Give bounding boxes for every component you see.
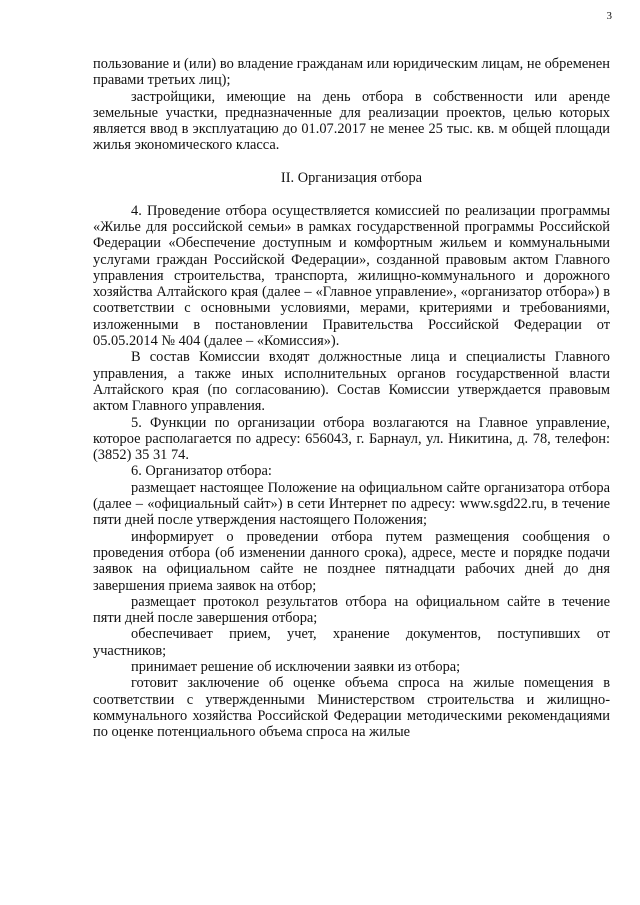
blank-line [93, 154, 610, 170]
blank-line [93, 186, 610, 202]
section-heading: II. Организация отбора [280, 170, 423, 187]
paragraph: принимает решение об исключении заявки из отбора; [131, 658, 461, 675]
paragraph: готовит заключение об оценке объема спроса на жилые помещения в соответствии с утвержденными Министерством строительства и жилищно-коммунального хозяйства Российской Федерации методическими рекомендациями по оценке потенциального объема спроса на жилые [93, 675, 610, 741]
paragraph: 5. Функции по организации отбора возлагаются на Главное управление, которое располагается по адресу: 656043, г. Барнаул, ул. Никитина, д. 78, телефон: (3852) 35 31 74. [93, 414, 610, 464]
document-body [93, 56, 610, 740]
paragraph: обеспечивает прием, учет, хранение документов, поступивших от участников; [93, 626, 610, 659]
paragraph: пользование и (или) во владение гражданам или юридическим лицам, не обременен правами третьих лиц); [93, 56, 610, 89]
paragraph: В состав Комиссии входят должностные лица и специалисты Главного управления, а также иных исполнительных органов государственной власти Алтайского края (по согласованию). Состав Комиссии утверждается правовым актом Главного управления. [93, 349, 610, 415]
paragraph: застройщики, имеющие на день отбора в собственности или аренде земельные участки, предназначенные для реализации проектов, целью которых является ввод в эксплуатацию до 01.07.2017 не менее 25 тыс. кв. м общей площади жилья экономического класса. [93, 88, 610, 154]
paragraph: размещает настоящее Положение на официальном сайте организатора отбора (далее – «официальный сайт») в сети Интернет по адресу: www.sgd22.ru, в течение пяти дней после утверждения настоящего Положения; [93, 479, 610, 529]
paragraph: размещает протокол результатов отбора на официальном сайте в течение пяти дней после завершения отбора; [93, 593, 610, 627]
paragraph: информирует о проведении отбора путем размещения сообщения о проведения отбора (об изменении данного срока), адресе, месте и порядке подачи заявок на официальном сайте не позднее пятнадцати рабочих дней до дня завершения приема заявок на отбор; [93, 528, 610, 594]
paragraph: 4. Проведение отбора осуществляется комиссией по реализации программы «Жилье для российской семьи» в рамках государственной программы Российской Федерации «Обеспечение доступным и комфортным жильем и коммунальными услугами граждан Российской Федерации», созданной правовым актом Главного управления строительства, транспорта, жилищно-коммунального и дорожного хозяйства Алтайского края (далее – «Главное управление», «организатор отбора») в соответствии с основными условиями, мерами, критериями и требованиями, изложенными в постановлении Правительства Российской Федерации от 05.05.2014 № 404 (далее – «Комиссия»). [93, 202, 610, 350]
paragraph: 6. Организатор отбора: [131, 463, 272, 480]
page-number: 3 [606, 10, 612, 22]
